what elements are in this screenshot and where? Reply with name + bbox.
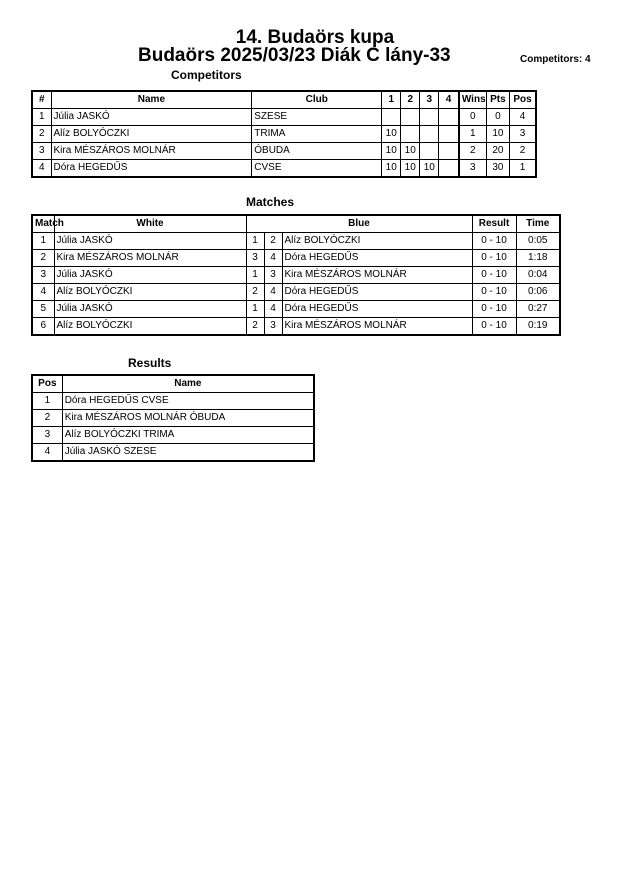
col-result-pos: Pos xyxy=(32,375,62,393)
match-result: 0 - 10 xyxy=(472,233,516,250)
col-time: Time xyxy=(516,215,560,233)
match-blue-num: 4 xyxy=(264,284,282,301)
match-blue-name: Dóra HEGEDŰS xyxy=(282,250,472,267)
competitor-round-4 xyxy=(439,160,459,178)
competitor-round-3 xyxy=(420,109,439,126)
match-result: 0 - 10 xyxy=(472,318,516,336)
competitor-round-1: 10 xyxy=(382,143,401,160)
competitor-num: 4 xyxy=(32,160,51,178)
match-row xyxy=(32,267,560,284)
match-time: 0:06 xyxy=(516,284,560,301)
competitor-pos: 3 xyxy=(510,126,536,143)
result-row xyxy=(32,410,314,427)
competitor-wins: 2 xyxy=(459,143,486,160)
col-result-name: Name xyxy=(62,375,314,393)
competitor-round-4 xyxy=(439,126,459,143)
col-wins: Wins xyxy=(459,91,486,109)
match-white-num: 1 xyxy=(246,301,264,318)
result-pos: 3 xyxy=(32,427,62,444)
competitors-count: Competitors: 4 xyxy=(520,54,591,65)
competitors-title: Competitors xyxy=(171,68,242,82)
matches-title: Matches xyxy=(246,195,295,209)
competitor-num: 3 xyxy=(32,143,51,160)
col-round-3: 3 xyxy=(420,91,439,109)
competitor-round-4 xyxy=(439,109,459,126)
competitor-name: Alíz BOLYÓCZKI xyxy=(51,126,252,143)
match-white-name: Kira MÉSZÁROS MOLNÁR xyxy=(54,250,246,267)
match-number: 3 xyxy=(32,267,54,284)
competitor-num: 1 xyxy=(32,109,51,126)
competitor-round-3 xyxy=(420,126,439,143)
match-white-name: Alíz BOLYÓCZKI xyxy=(54,284,246,301)
competitor-club: ÓBUDA xyxy=(252,143,382,160)
competitor-row xyxy=(32,160,536,178)
match-number: 2 xyxy=(32,250,54,267)
result-row xyxy=(32,427,314,444)
competitor-round-2: 10 xyxy=(401,160,420,178)
competitor-pos: 4 xyxy=(510,109,536,126)
matches-table xyxy=(31,214,561,336)
col-pts: Pts xyxy=(486,91,509,109)
competitor-wins: 3 xyxy=(459,160,486,178)
competitor-club: CVSE xyxy=(252,160,382,178)
match-blue-num: 2 xyxy=(264,233,282,250)
match-number: 5 xyxy=(32,301,54,318)
competitor-pts: 20 xyxy=(486,143,509,160)
match-white-name: Júlia JASKÓ xyxy=(54,233,246,250)
competitor-round-2: 10 xyxy=(401,143,420,160)
result-pos: 2 xyxy=(32,410,62,427)
match-result: 0 - 10 xyxy=(472,284,516,301)
match-time: 1:18 xyxy=(516,250,560,267)
competitor-round-1 xyxy=(382,109,401,126)
competitor-row xyxy=(32,143,536,160)
match-result: 0 - 10 xyxy=(472,250,516,267)
match-white-num: 3 xyxy=(246,250,264,267)
competitor-round-2 xyxy=(401,126,420,143)
competitor-round-4 xyxy=(439,143,459,160)
title-line2: Budaörs 2025/03/23 Diák C lány-33 xyxy=(138,45,451,66)
match-white-name: Júlia JASKÓ xyxy=(54,267,246,284)
competitor-round-3 xyxy=(420,143,439,160)
match-number: 4 xyxy=(32,284,54,301)
match-time: 0:04 xyxy=(516,267,560,284)
match-white-num: 1 xyxy=(246,233,264,250)
results-header-row xyxy=(32,375,314,393)
competitor-pts: 30 xyxy=(486,160,509,178)
result-name: Júlia JASKÓ SZESE xyxy=(62,444,314,462)
competitors-header-row xyxy=(32,91,536,109)
match-number: 1 xyxy=(32,233,54,250)
competitor-round-1: 10 xyxy=(382,126,401,143)
competitor-num: 2 xyxy=(32,126,51,143)
competitors-table xyxy=(31,90,537,178)
match-row xyxy=(32,284,560,301)
result-row xyxy=(32,393,314,410)
match-time: 0:19 xyxy=(516,318,560,336)
col-result: Result xyxy=(472,215,516,233)
result-name: Alíz BOLYÓCZKI TRIMA xyxy=(62,427,314,444)
result-row xyxy=(32,444,314,462)
competitor-pos: 1 xyxy=(510,160,536,178)
match-blue-name: Dóra HEGEDŰS xyxy=(282,284,472,301)
title-line1: 14. Budaörs kupa xyxy=(235,27,395,48)
col-round-2: 2 xyxy=(401,91,420,109)
competitor-row xyxy=(32,109,536,126)
competitor-name: Kira MÉSZÁROS MOLNÁR xyxy=(51,143,252,160)
matches-header-row xyxy=(32,215,560,233)
match-row xyxy=(32,318,560,336)
match-blue-num: 4 xyxy=(264,301,282,318)
match-blue-num: 4 xyxy=(264,250,282,267)
match-time: 0:05 xyxy=(516,233,560,250)
col-name: Name xyxy=(51,91,252,109)
competitor-name: Dóra HEGEDŰS xyxy=(51,160,252,178)
competitor-row xyxy=(32,126,536,143)
match-blue-name: Alíz BOLYÓCZKI xyxy=(282,233,472,250)
match-blue-num: 3 xyxy=(264,318,282,336)
match-blue-name: Kira MÉSZÁROS MOLNÁR xyxy=(282,318,472,336)
col-num: # xyxy=(32,91,51,109)
col-round-1: 1 xyxy=(382,91,401,109)
match-blue-name: Kira MÉSZÁROS MOLNÁR xyxy=(282,267,472,284)
competitor-pts: 10 xyxy=(486,126,509,143)
match-white-num: 2 xyxy=(246,284,264,301)
result-pos: 4 xyxy=(32,444,62,462)
match-blue-name: Dóra HEGEDŰS xyxy=(282,301,472,318)
competitor-round-1: 10 xyxy=(382,160,401,178)
match-result: 0 - 10 xyxy=(472,267,516,284)
competitor-round-3: 10 xyxy=(420,160,439,178)
col-round-4: 4 xyxy=(439,91,459,109)
match-row xyxy=(32,250,560,267)
match-time: 0:27 xyxy=(516,301,560,318)
competitor-wins: 0 xyxy=(459,109,486,126)
col-pos: Pos xyxy=(510,91,536,109)
match-blue-num: 3 xyxy=(264,267,282,284)
col-blue: Blue xyxy=(246,215,472,233)
match-white-num: 2 xyxy=(246,318,264,336)
results-table xyxy=(31,374,315,462)
competitor-pts: 0 xyxy=(486,109,509,126)
result-name: Kira MÉSZÁROS MOLNÁR ÓBUDA xyxy=(62,410,314,427)
col-club: Club xyxy=(252,91,382,109)
match-row xyxy=(32,301,560,318)
results-title: Results xyxy=(128,356,172,370)
match-white-name: Alíz BOLYÓCZKI xyxy=(54,318,246,336)
result-name: Dóra HEGEDŰS CVSE xyxy=(62,393,314,410)
match-row xyxy=(32,233,560,250)
match-number: 6 xyxy=(32,318,54,336)
competitor-pos: 2 xyxy=(510,143,536,160)
competitor-name: Júlia JASKÓ xyxy=(51,109,252,126)
result-pos: 1 xyxy=(32,393,62,410)
match-white-num: 1 xyxy=(246,267,264,284)
competitor-club: SZESE xyxy=(252,109,382,126)
col-white: White xyxy=(54,215,246,233)
col-match: Match xyxy=(32,215,54,233)
competitor-round-2 xyxy=(401,109,420,126)
competitor-wins: 1 xyxy=(459,126,486,143)
match-result: 0 - 10 xyxy=(472,301,516,318)
competitor-club: TRIMA xyxy=(252,126,382,143)
match-white-name: Júlia JASKÓ xyxy=(54,301,246,318)
